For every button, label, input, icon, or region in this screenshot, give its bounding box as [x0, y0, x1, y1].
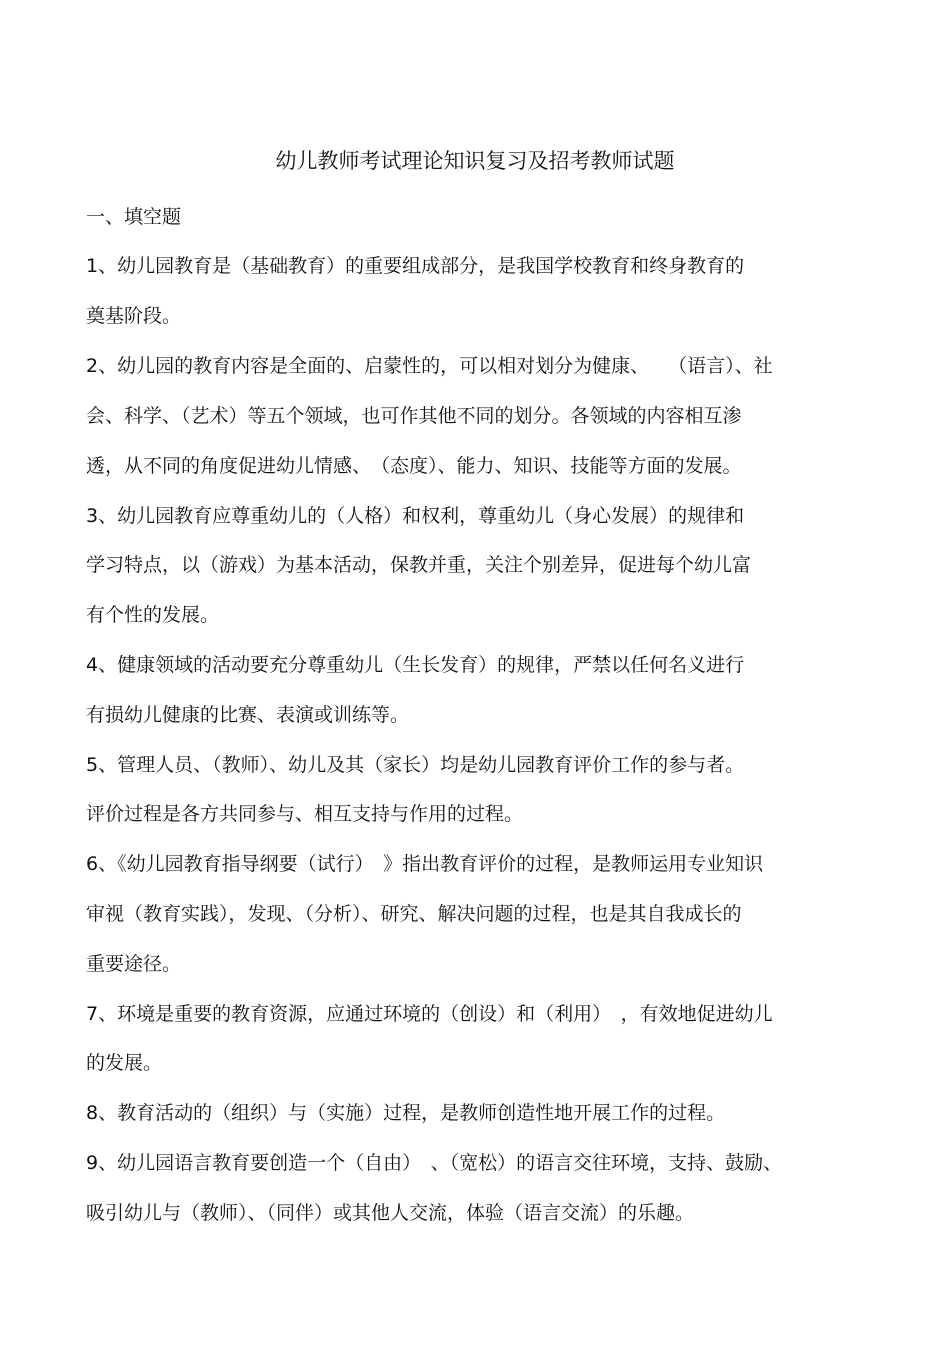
text-line: 5、管理人员、（教师）、幼儿及其（家长）均是幼儿园教育评价工作的参与者。: [86, 754, 745, 776]
text-line: 会、科学、（艺术）等五个领域，也可作其他不同的划分。各领域的内容相互渗: [86, 405, 742, 427]
text-line: 6、《幼儿园教育指导纲要（试行） 》指出教育评价的过程，是教师运用专业知识: [86, 853, 764, 875]
section-heading: 一、填空题: [86, 206, 182, 228]
text-line: 1、幼儿园教育是（基础教育）的重要组成部分，是我国学校教育和终身教育的: [86, 255, 745, 277]
text-line: 2、幼儿园的教育内容是全面的、启蒙性的，可以相对划分为健康、 （语言）、社: [86, 355, 773, 377]
text-line: 7、环境是重要的教育资源，应通过环境的（创设）和（利用） ，有效地促进幼儿: [86, 1003, 773, 1025]
text-line: 3、幼儿园教育应尊重幼儿的（人格）和权利，尊重幼儿（身心发展）的规律和: [86, 505, 745, 527]
page-title: 幼儿教师考试理论知识复习及招考教师试题: [275, 149, 675, 173]
text-line: 有个性的发展。: [86, 604, 220, 626]
text-line: 吸引幼儿与（教师）、（同伴）或其他人交流，体验（语言交流）的乐趣。: [86, 1202, 695, 1224]
text-line: 奠基阶段。: [86, 305, 182, 327]
text-line: 有损幼儿健康的比赛、表演或训练等。: [86, 704, 410, 726]
text-line: 审视（教育实践），发现、（分析）、研究、解决问题的过程，也是其自我成长的: [86, 903, 742, 925]
text-line: 4、健康领域的活动要充分尊重幼儿（生长发育）的规律，严禁以任何名义进行: [86, 654, 745, 676]
text-line: 8、教育活动的（组织）与（实施）过程，是教师创造性地开展工作的过程。: [86, 1102, 726, 1124]
text-line: 重要途径。: [86, 953, 182, 975]
text-line: 学习特点，以（游戏）为基本活动，保教并重，关注个别差异，促进每个幼儿富: [86, 554, 752, 576]
text-line: 9、幼儿园语言教育要创造一个（自由） 、（宽松）的语言交往环境，支持、鼓励、: [86, 1152, 783, 1174]
text-line: 的发展。: [86, 1052, 163, 1074]
text-line: 评价过程是各方共同参与、相互支持与作用的过程。: [86, 803, 524, 825]
text-line: 透，从不同的角度促进幼儿情感、 （态度）、能力、知识、技能等方面的发展。: [86, 455, 742, 477]
